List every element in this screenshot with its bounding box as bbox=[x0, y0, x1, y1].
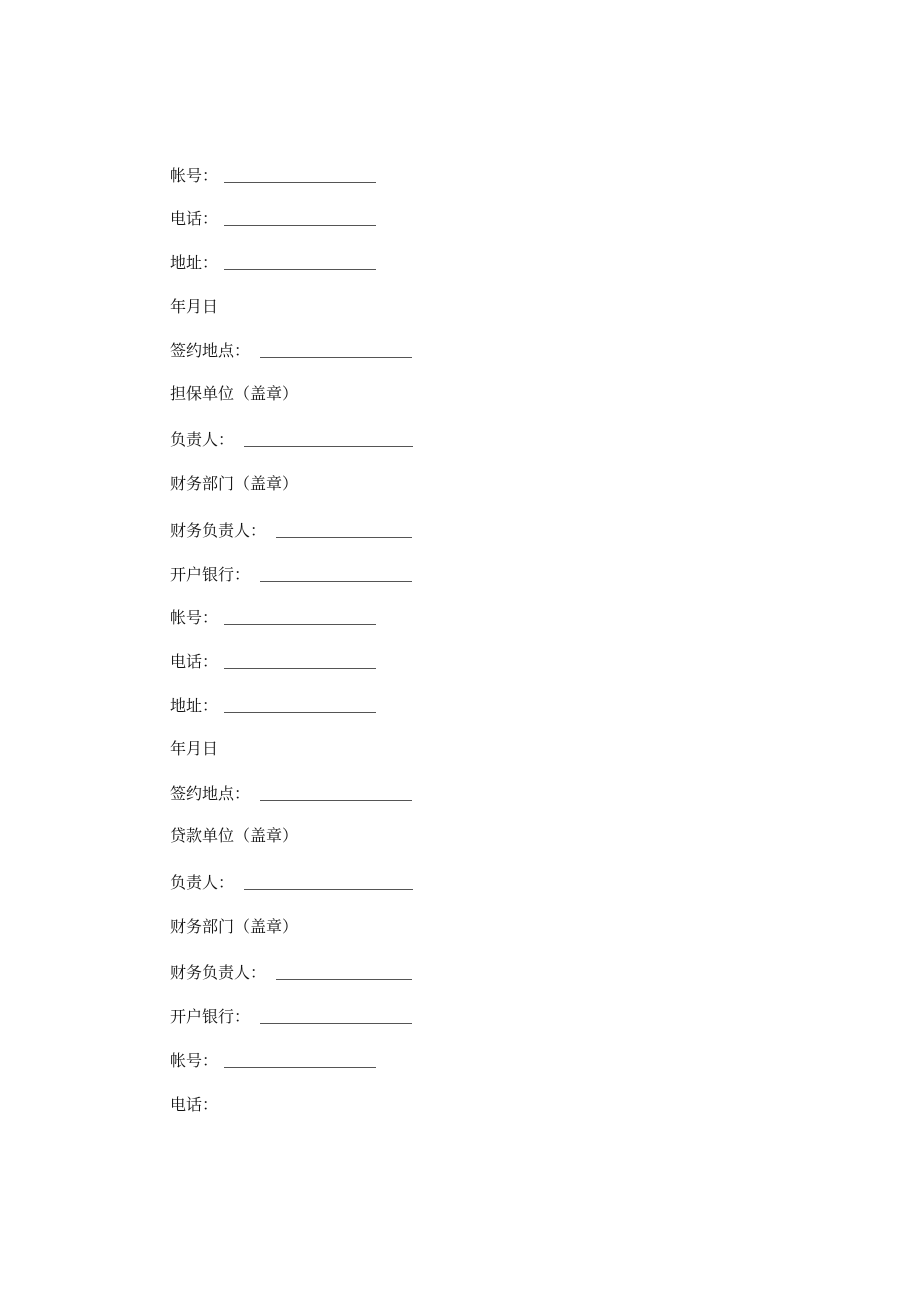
field-label: 地址： bbox=[170, 253, 219, 272]
form-line-finance-dept bbox=[170, 913, 298, 937]
form-line-bank bbox=[170, 1003, 412, 1027]
fill-blank bbox=[224, 269, 376, 270]
fill-blank bbox=[224, 225, 376, 226]
form-line-signing-place bbox=[170, 337, 412, 361]
date-label: 年月日 bbox=[170, 297, 219, 316]
field-label: 签约地点： bbox=[170, 784, 251, 803]
field-label: 负责人： bbox=[170, 873, 235, 892]
form-line-phone bbox=[170, 1091, 218, 1115]
fill-blank bbox=[244, 446, 413, 447]
form-line-finance-head bbox=[170, 517, 412, 541]
field-label: 开户银行： bbox=[170, 565, 251, 584]
form-line-date bbox=[170, 293, 218, 317]
field-label: 负责人： bbox=[170, 430, 235, 449]
form-line-address bbox=[170, 249, 376, 273]
form-line-person-in-charge bbox=[170, 869, 413, 893]
fill-blank bbox=[260, 581, 412, 582]
fill-blank bbox=[260, 357, 412, 358]
form-line-borrower-unit bbox=[170, 822, 298, 846]
field-label: 帐号： bbox=[170, 1051, 219, 1070]
field-label: 开户银行： bbox=[170, 1007, 251, 1026]
fill-blank bbox=[224, 1067, 376, 1068]
field-label: 电话： bbox=[170, 209, 219, 228]
form-line-date bbox=[170, 735, 218, 759]
field-label: 财务负责人： bbox=[170, 521, 267, 540]
form-line-signing-place bbox=[170, 780, 412, 804]
field-label: 签约地点： bbox=[170, 341, 251, 360]
field-label: 帐号： bbox=[170, 166, 219, 185]
form-line-account bbox=[170, 604, 376, 628]
section-label: 贷款单位（盖章） bbox=[170, 826, 299, 845]
fill-blank bbox=[276, 979, 412, 980]
fill-blank bbox=[260, 800, 412, 801]
field-label: 财务负责人： bbox=[170, 963, 267, 982]
form-line-address bbox=[170, 692, 376, 716]
form-line-phone bbox=[170, 205, 376, 229]
form-line-finance-dept bbox=[170, 470, 298, 494]
fill-blank bbox=[260, 1023, 412, 1024]
fill-blank bbox=[224, 712, 376, 713]
field-label: 电话： bbox=[170, 1095, 219, 1114]
form-line-phone bbox=[170, 648, 376, 672]
form-line-guarantor-unit bbox=[170, 380, 298, 404]
form-line-account bbox=[170, 1047, 376, 1071]
field-label: 帐号： bbox=[170, 608, 219, 627]
form-line-person-in-charge bbox=[170, 426, 413, 450]
fill-blank bbox=[224, 182, 376, 183]
fill-blank bbox=[244, 889, 413, 890]
field-label: 地址： bbox=[170, 696, 219, 715]
date-label: 年月日 bbox=[170, 739, 219, 758]
field-label: 电话： bbox=[170, 652, 219, 671]
form-line-finance-head bbox=[170, 959, 412, 983]
form-line-bank bbox=[170, 561, 412, 585]
section-label: 财务部门（盖章） bbox=[170, 917, 299, 936]
fill-blank bbox=[224, 624, 376, 625]
fill-blank bbox=[276, 537, 412, 538]
fill-blank bbox=[224, 668, 376, 669]
section-label: 财务部门（盖章） bbox=[170, 474, 299, 493]
form-line-account bbox=[170, 162, 376, 186]
section-label: 担保单位（盖章） bbox=[170, 384, 299, 403]
